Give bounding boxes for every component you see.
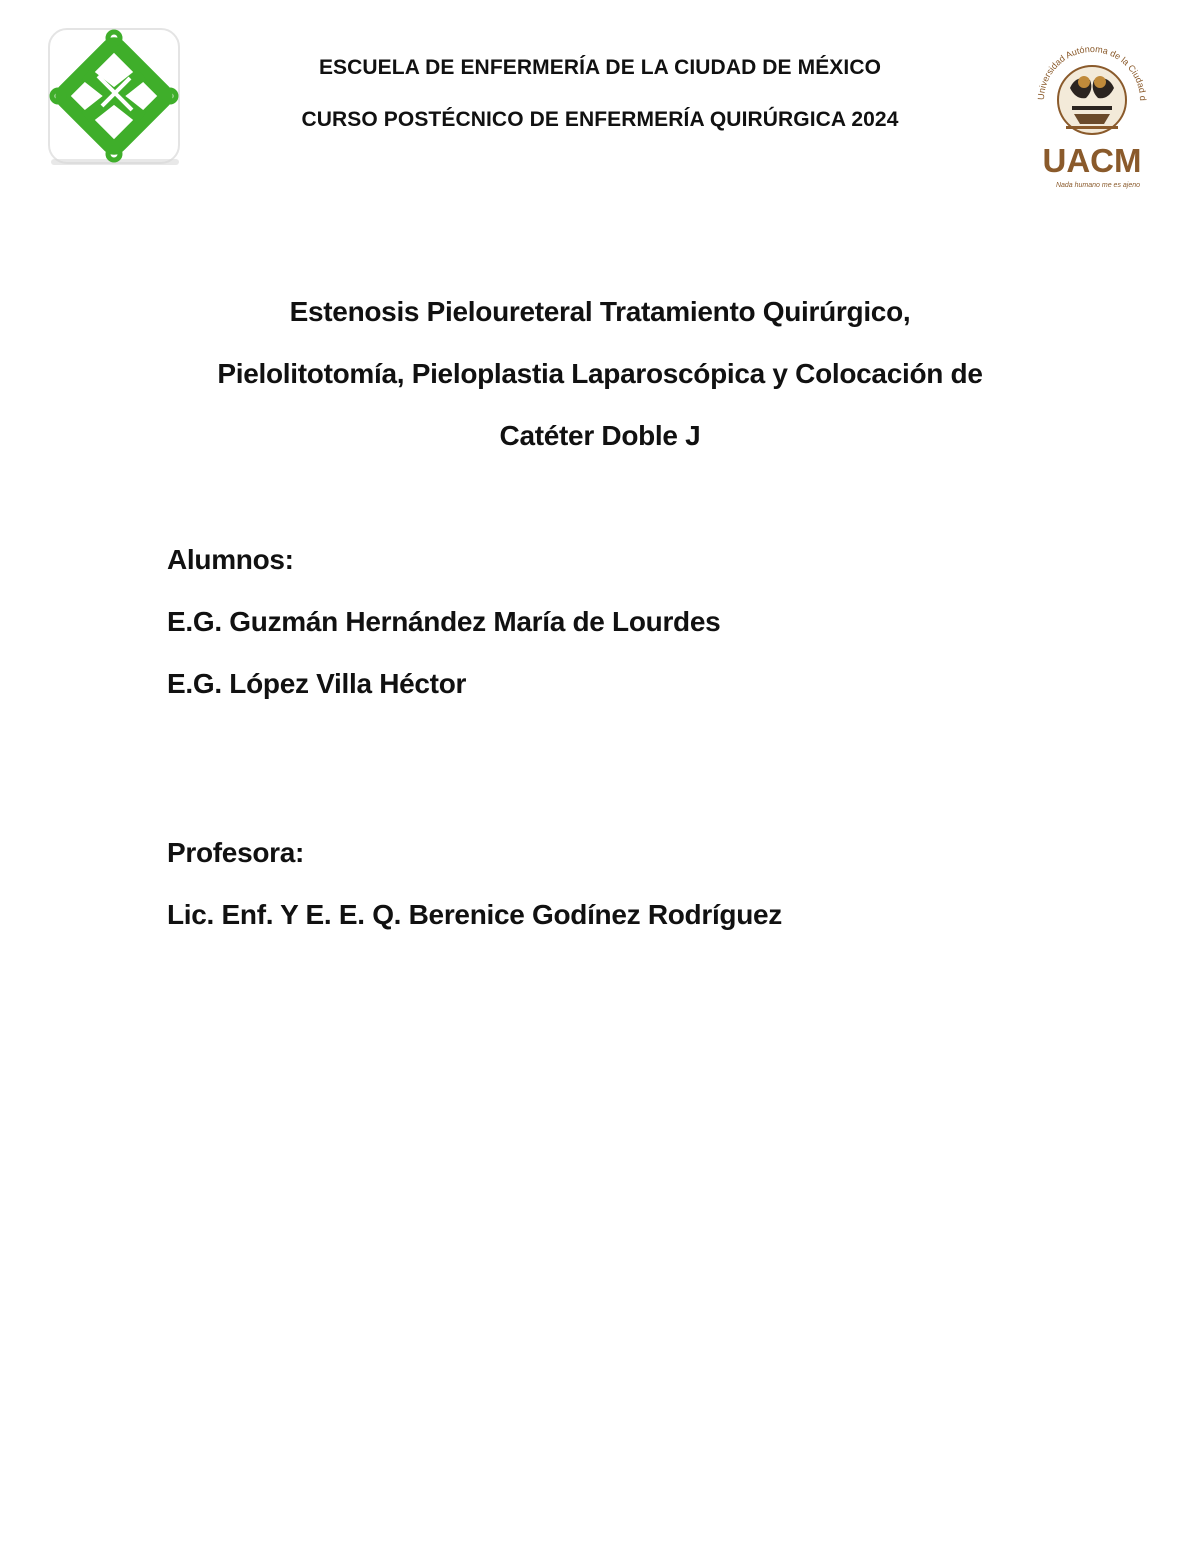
uacm-seal-logo: [1026, 28, 1158, 192]
document-title-line-3: Catéter Doble J: [499, 420, 701, 451]
student-name: E.G. López Villa Héctor: [167, 668, 467, 699]
school-name: ESCUELA DE ENFERMERÍA DE LA CIUDAD DE MÉXICO: [318, 56, 882, 79]
student-name: E.G. Guzmán Hernández María de Lourdes: [167, 606, 721, 637]
uacm-arc-text: Universidad Autónoma de la Ciudad d: [1035, 43, 1149, 101]
uacm-motto: Nada humano me es ajeno: [1055, 182, 1141, 189]
document-title-line-1: Estenosis Pieloureteral Tratamiento Quirúrgico,: [289, 296, 911, 327]
document-title-line-2: Pielolitotomía, Pieloplastia Laparoscópica y Colocación de: [217, 358, 983, 389]
uacm-wordmark: UACM: [1042, 142, 1142, 179]
students-label: Alumnos:: [167, 544, 294, 575]
professor-label: Profesora:: [167, 837, 305, 868]
cdmx-knot-logo: [46, 26, 182, 168]
professor-name: Lic. Enf. Y E. E. Q. Berenice Godínez Rodríguez: [167, 899, 782, 930]
course-name: CURSO POSTÉCNICO DE ENFERMERÍA QUIRÚRGICA 2024: [301, 108, 899, 131]
